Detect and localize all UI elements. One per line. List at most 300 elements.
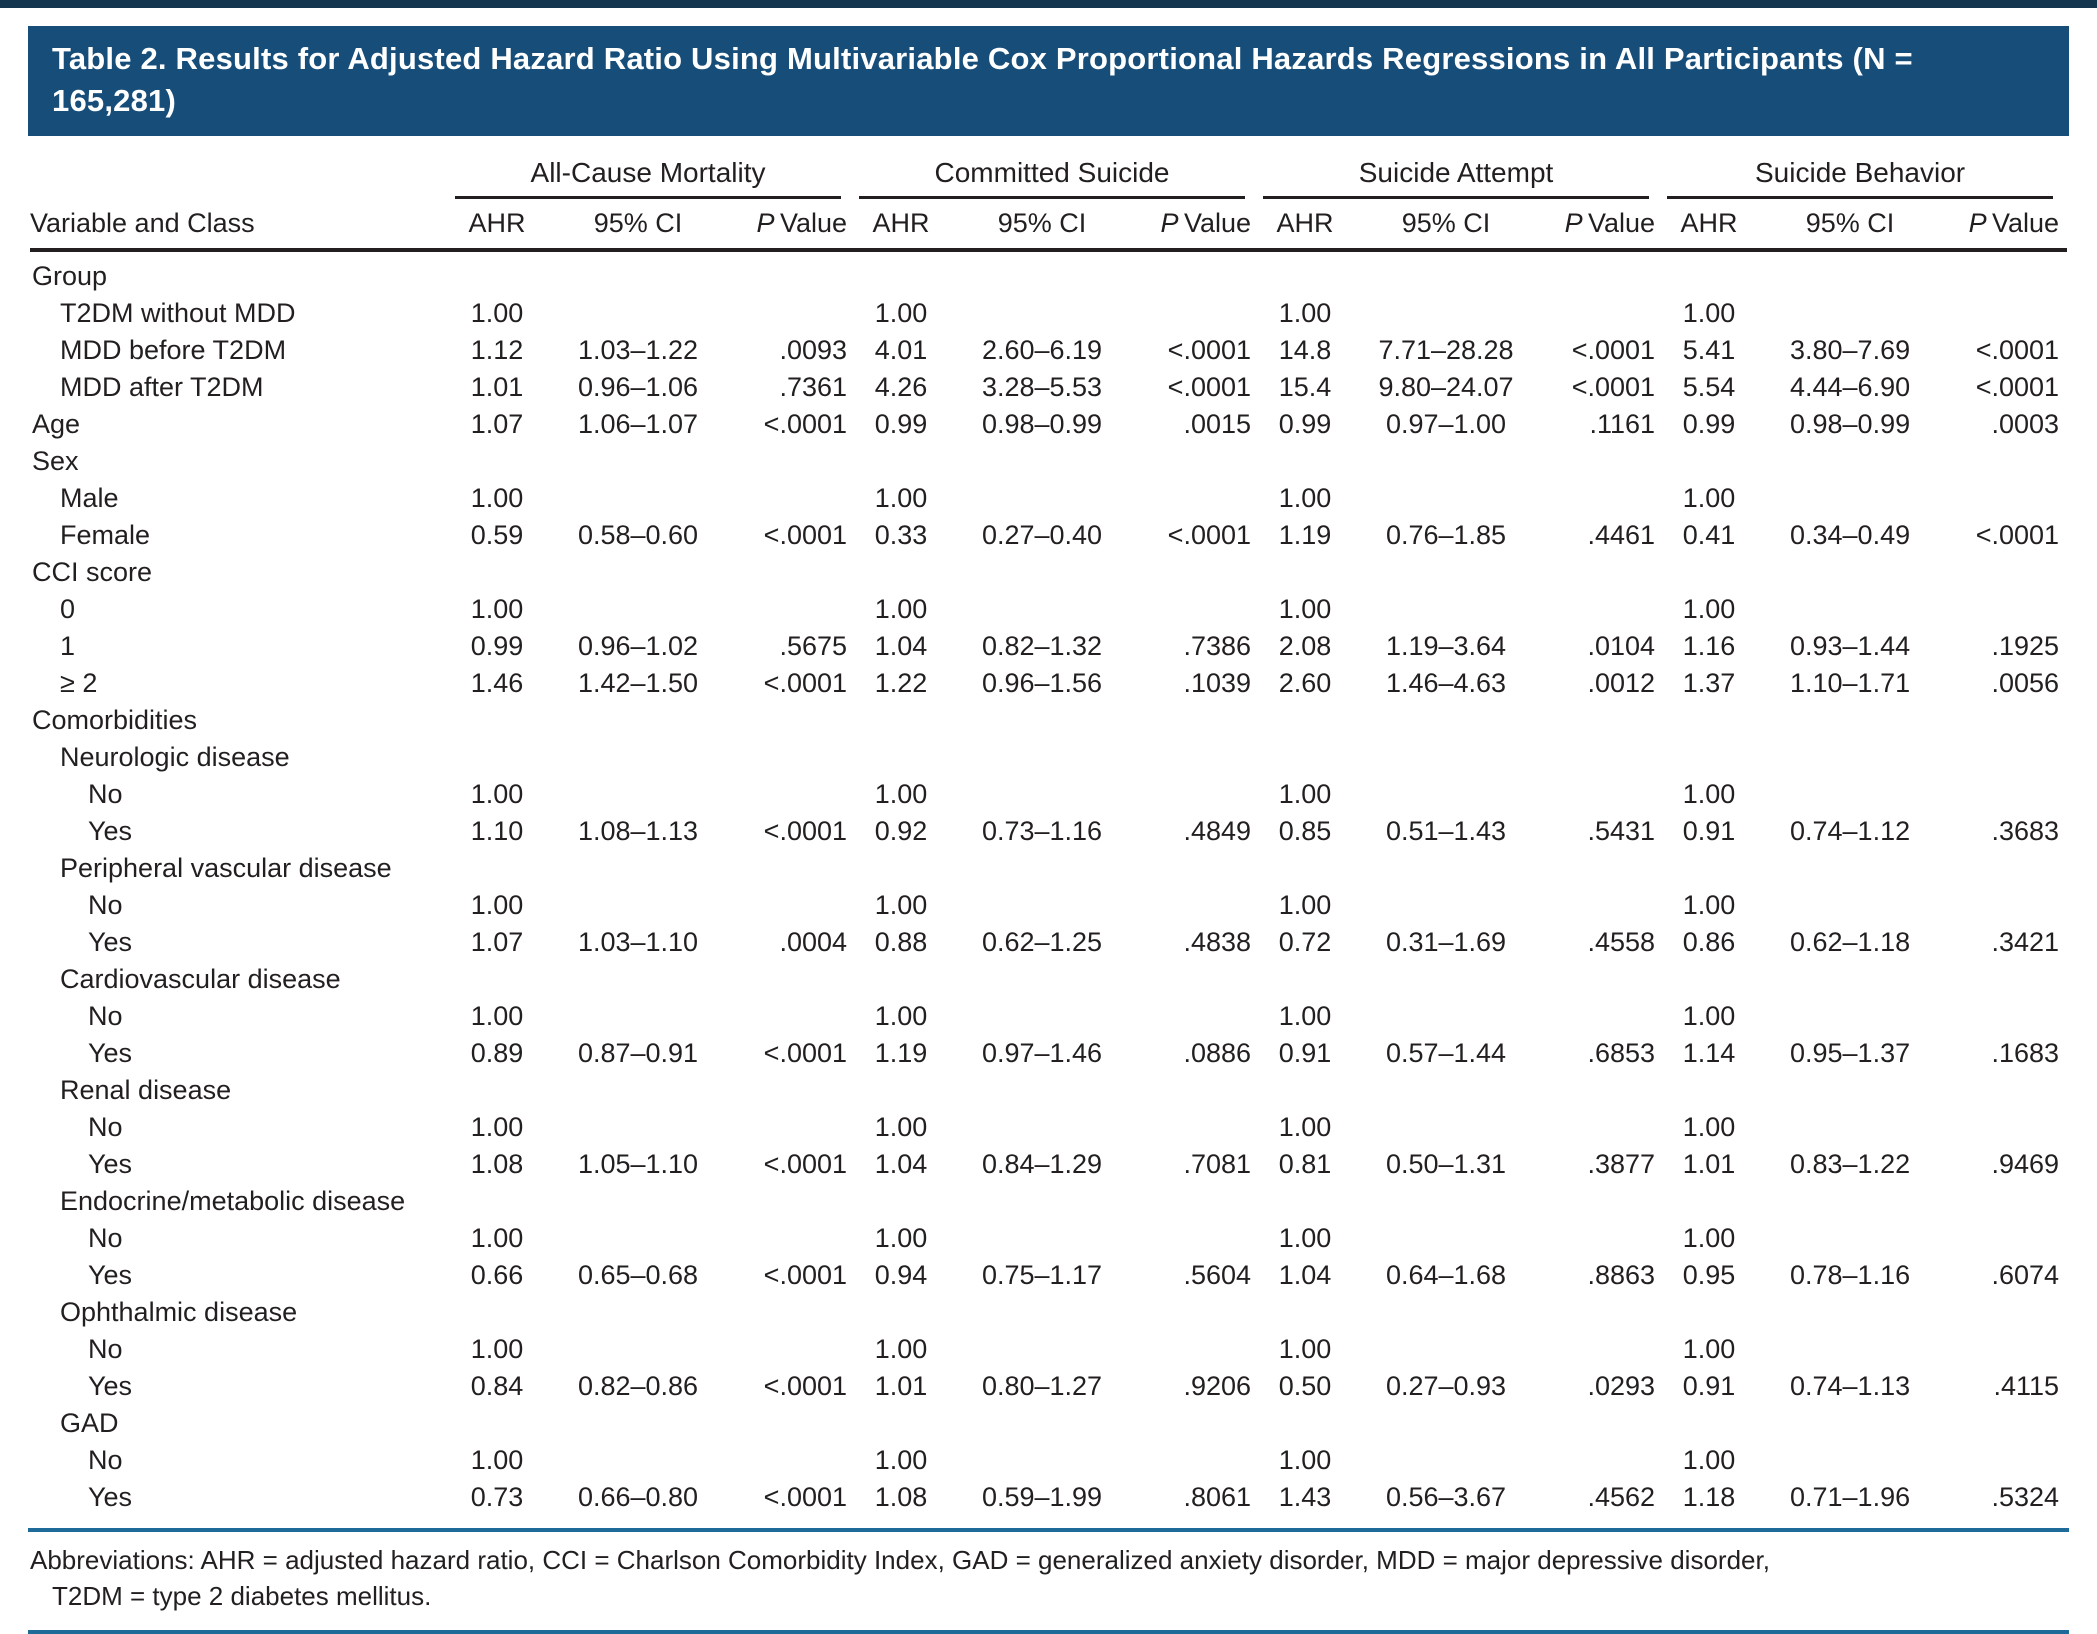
ci-value (947, 702, 1137, 739)
ahr-value: 1.00 (1278, 1112, 1332, 1142)
p-value: .4838 (1183, 927, 1252, 957)
ahr-value: 1.04 (1278, 1260, 1332, 1290)
p-value: .4849 (1183, 816, 1252, 846)
ahr-value: 1.00 (874, 483, 928, 513)
ci-value: 0.73–1.16 (981, 816, 1103, 846)
p-value (1945, 1442, 2067, 1479)
row-label: Female (60, 520, 151, 550)
p-value: .7081 (1183, 1149, 1252, 1179)
row-label: Ophthalmic disease (60, 1297, 298, 1327)
row-label: Yes (88, 1260, 133, 1290)
p-value (1137, 1072, 1259, 1109)
p-value: <.0001 (763, 409, 848, 439)
p-value (1541, 443, 1663, 480)
row-label: Peripheral vascular disease (60, 853, 392, 883)
ci-value: 0.56–3.67 (1385, 1482, 1507, 1512)
p-value (733, 250, 855, 295)
p-value (733, 1109, 855, 1146)
p-value (733, 961, 855, 998)
ci-value (1351, 480, 1541, 517)
table-row (30, 406, 2067, 443)
ahr-value: 1.00 (470, 1445, 524, 1475)
ahr-value: 1.01 (1682, 1149, 1736, 1179)
ahr-value: 1.00 (874, 1334, 928, 1364)
ahr-value: 1.00 (1682, 1223, 1736, 1253)
column-header-95-ci: 95% CI (543, 199, 733, 250)
p-value (1541, 739, 1663, 776)
ahr-value: 5.54 (1682, 372, 1736, 402)
table-row (30, 739, 2067, 776)
p-value (733, 591, 855, 628)
column-header-ahr: AHR (451, 199, 543, 250)
ahr-value: 1.04 (874, 1149, 928, 1179)
p-value (1541, 961, 1663, 998)
table-row (30, 1146, 2067, 1183)
row-label: Cardiovascular disease (60, 964, 341, 994)
p-value: <.0001 (1975, 520, 2060, 550)
ahr-value: 0.95 (1682, 1260, 1736, 1290)
p-value: .0015 (1183, 409, 1252, 439)
ci-value (947, 1442, 1137, 1479)
p-value (1541, 702, 1663, 739)
p-value (733, 776, 855, 813)
ci-value (1755, 702, 1945, 739)
ci-value (947, 1072, 1137, 1109)
ci-value: 1.05–1.10 (577, 1149, 699, 1179)
ci-value (1755, 295, 1945, 332)
p-value (1541, 1442, 1663, 1479)
p-value: <.0001 (763, 1149, 848, 1179)
ahr-value: 1.00 (1278, 779, 1332, 809)
p-value (1541, 250, 1663, 295)
ci-value (1351, 295, 1541, 332)
ahr-value: 4.26 (874, 372, 928, 402)
ahr-value (1663, 1294, 1755, 1331)
ci-value: 0.51–1.43 (1385, 816, 1507, 846)
column-header-ahr: AHR (855, 199, 947, 250)
ahr-value: 1.00 (1278, 1334, 1332, 1364)
p-value (1137, 998, 1259, 1035)
ahr-value: 0.66 (470, 1260, 524, 1290)
ahr-value: 1.04 (874, 631, 928, 661)
ci-value (543, 1072, 733, 1109)
p-value: .8061 (1183, 1482, 1252, 1512)
ahr-value: 0.91 (1278, 1038, 1332, 1068)
row-label: Renal disease (60, 1075, 232, 1105)
ahr-value: 1.00 (1278, 483, 1332, 513)
ahr-value: 1.00 (1278, 890, 1332, 920)
table-row (30, 591, 2067, 628)
ci-value (947, 739, 1137, 776)
ci-value (1351, 850, 1541, 887)
ahr-value: 1.00 (1278, 298, 1332, 328)
p-value: .5604 (1183, 1260, 1252, 1290)
p-value: <.0001 (763, 1482, 848, 1512)
ci-value (947, 295, 1137, 332)
ci-value: 0.74–1.12 (1789, 816, 1911, 846)
ahr-value: 1.00 (470, 298, 524, 328)
p-value (1137, 1294, 1259, 1331)
p-value: .4461 (1587, 520, 1656, 550)
ci-value (1351, 554, 1541, 591)
ci-value (543, 554, 733, 591)
ci-value (1351, 998, 1541, 1035)
row-label: Yes (88, 1482, 133, 1512)
ci-value (1755, 1220, 1945, 1257)
table-row (30, 887, 2067, 924)
ahr-value (855, 850, 947, 887)
p-value: .0012 (1587, 668, 1656, 698)
p-value (1541, 1183, 1663, 1220)
ci-value (947, 850, 1137, 887)
p-value (733, 998, 855, 1035)
ci-value (1351, 1405, 1541, 1442)
ci-value: 7.71–28.28 (1378, 335, 1514, 365)
table-row (30, 1072, 2067, 1109)
p-value (1945, 702, 2067, 739)
p-value: .6074 (1991, 1260, 2060, 1290)
ahr-value (1259, 443, 1351, 480)
ahr-value (1663, 443, 1755, 480)
ahr-value: 1.00 (874, 1001, 928, 1031)
p-value: .7361 (779, 372, 848, 402)
row-label: No (88, 779, 123, 809)
ahr-value (451, 961, 543, 998)
ahr-value: 1.00 (874, 1223, 928, 1253)
ci-value (947, 1294, 1137, 1331)
ci-value: 4.44–6.90 (1789, 372, 1911, 402)
ahr-value (1663, 1405, 1755, 1442)
p-value: .9469 (1991, 1149, 2060, 1179)
table-row (30, 961, 2067, 998)
ci-value: 0.74–1.13 (1789, 1371, 1911, 1401)
p-value: .6853 (1587, 1038, 1656, 1068)
row-label: 0 (60, 594, 76, 624)
abbreviations-footnote (28, 1528, 2069, 1634)
row-label: No (88, 890, 123, 920)
ci-value (543, 702, 733, 739)
ci-value (1755, 1442, 1945, 1479)
p-value: .5324 (1991, 1482, 2060, 1512)
p-value (733, 1294, 855, 1331)
ahr-value: 1.16 (1682, 631, 1736, 661)
row-label: CCI score (32, 557, 153, 587)
p-value (733, 850, 855, 887)
p-value (1137, 1220, 1259, 1257)
p-value (733, 480, 855, 517)
p-value (733, 1183, 855, 1220)
p-value (1945, 1294, 2067, 1331)
ci-value: 0.83–1.22 (1789, 1149, 1911, 1179)
row-label: No (88, 1223, 123, 1253)
p-value (1541, 1294, 1663, 1331)
ahr-value: 1.00 (1278, 594, 1332, 624)
row-label: Comorbidities (32, 705, 198, 735)
p-value: .5431 (1587, 816, 1656, 846)
ci-value (1351, 702, 1541, 739)
p-value (1137, 1183, 1259, 1220)
p-value (1541, 480, 1663, 517)
ci-value: 0.66–0.80 (577, 1482, 699, 1512)
ci-value: 9.80–24.07 (1378, 372, 1514, 402)
p-value: .0886 (1183, 1038, 1252, 1068)
p-value: <.0001 (1975, 335, 2060, 365)
ahr-value: 1.00 (874, 890, 928, 920)
results-table (30, 156, 2067, 1516)
ci-value: 0.59–1.99 (981, 1482, 1103, 1512)
column-header-p-value: P Value (1541, 199, 1663, 250)
ahr-value (451, 850, 543, 887)
p-value (1945, 1331, 2067, 1368)
ahr-value: 1.43 (1278, 1482, 1332, 1512)
ci-value (1755, 1405, 1945, 1442)
p-value (1137, 480, 1259, 517)
ci-value (947, 776, 1137, 813)
p-value (1945, 850, 2067, 887)
ci-value: 0.62–1.25 (981, 927, 1103, 957)
ci-value (1351, 739, 1541, 776)
ahr-value: 2.60 (1278, 668, 1332, 698)
ahr-value: 0.50 (1278, 1371, 1332, 1401)
outcome-group-header (451, 156, 855, 199)
p-value: <.0001 (1571, 335, 1656, 365)
p-value (733, 554, 855, 591)
ahr-value: 0.73 (470, 1482, 524, 1512)
ci-value (1351, 776, 1541, 813)
p-value (1541, 850, 1663, 887)
table-row (30, 1331, 2067, 1368)
ahr-value: 1.00 (1682, 1001, 1736, 1031)
ci-value: 0.80–1.27 (981, 1371, 1103, 1401)
ahr-value (855, 1405, 947, 1442)
ahr-value: 1.01 (470, 372, 524, 402)
ahr-value (1259, 1405, 1351, 1442)
ahr-value: 1.00 (1278, 1001, 1332, 1031)
row-label: T2DM without MDD (60, 298, 296, 328)
column-header-95-ci: 95% CI (1755, 199, 1945, 250)
ci-value: 3.80–7.69 (1789, 335, 1911, 365)
column-header-95-ci: 95% CI (1351, 199, 1541, 250)
ahr-value: 1.00 (874, 298, 928, 328)
ahr-value: 0.99 (874, 409, 928, 439)
ahr-value: 1.00 (470, 594, 524, 624)
ci-value: 1.03–1.10 (577, 927, 699, 957)
p-value (1945, 887, 2067, 924)
ci-value: 0.27–0.93 (1385, 1371, 1507, 1401)
row-label: Neurologic disease (60, 742, 290, 772)
ahr-value (855, 443, 947, 480)
ahr-value (1663, 702, 1755, 739)
ci-value: 1.06–1.07 (577, 409, 699, 439)
p-value: <.0001 (1571, 372, 1656, 402)
outcome-group-header (1663, 156, 2067, 199)
row-label: Yes (88, 927, 133, 957)
top-rule (0, 0, 2097, 8)
p-value (1541, 776, 1663, 813)
p-value: .0056 (1991, 668, 2060, 698)
ci-value: 0.27–0.40 (981, 520, 1103, 550)
row-label: Yes (88, 816, 133, 846)
ahr-value (855, 702, 947, 739)
ahr-value: 0.72 (1278, 927, 1332, 957)
p-value (1945, 739, 2067, 776)
table-row (30, 1479, 2067, 1516)
ci-value (1351, 961, 1541, 998)
ci-value: 0.76–1.85 (1385, 520, 1507, 550)
ahr-value: 4.01 (874, 335, 928, 365)
p-value: <.0001 (763, 668, 848, 698)
row-label: MDD after T2DM (60, 372, 264, 402)
row-label: 1 (60, 631, 76, 661)
table-row (30, 1183, 2067, 1220)
table-row (30, 850, 2067, 887)
ahr-value: 0.88 (874, 927, 928, 957)
ci-value (543, 850, 733, 887)
column-header-p-value: P Value (1945, 199, 2067, 250)
p-value (733, 1405, 855, 1442)
ci-value (543, 776, 733, 813)
row-label: GAD (60, 1408, 119, 1438)
table-row (30, 776, 2067, 813)
ahr-value (1259, 554, 1351, 591)
p-value: .0093 (779, 335, 848, 365)
ahr-value: 2.08 (1278, 631, 1332, 661)
p-value: .1925 (1991, 631, 2060, 661)
ahr-value (1259, 739, 1351, 776)
ahr-value: 1.00 (1682, 1112, 1736, 1142)
p-value: .8863 (1587, 1260, 1656, 1290)
p-value: .5675 (779, 631, 848, 661)
p-value (1541, 1109, 1663, 1146)
p-value: .0004 (779, 927, 848, 957)
ci-value (1755, 554, 1945, 591)
p-value: .4558 (1587, 927, 1656, 957)
ahr-value: 1.00 (1682, 1445, 1736, 1475)
row-label: No (88, 1445, 123, 1475)
table-row (30, 1368, 2067, 1405)
ci-value (543, 1220, 733, 1257)
ci-value (543, 591, 733, 628)
p-value: <.0001 (763, 1260, 848, 1290)
p-value (1945, 998, 2067, 1035)
p-value (733, 887, 855, 924)
ci-value (543, 739, 733, 776)
ci-value (947, 1220, 1137, 1257)
ahr-value (1663, 850, 1755, 887)
ahr-value: 0.41 (1682, 520, 1736, 550)
p-value: <.0001 (763, 816, 848, 846)
ahr-value: 0.92 (874, 816, 928, 846)
variable-and-class-header: Variable and Class (30, 199, 451, 250)
ahr-value: 1.19 (874, 1038, 928, 1068)
ci-value (1755, 739, 1945, 776)
ci-value: 1.08–1.13 (577, 816, 699, 846)
p-value: .0293 (1587, 1371, 1656, 1401)
p-value (1137, 1331, 1259, 1368)
p-value: .1683 (1991, 1038, 2060, 1068)
ahr-value: 1.19 (1278, 520, 1332, 550)
ahr-value: 14.8 (1278, 335, 1332, 365)
footnote-line-1: Abbreviations: AHR = adjusted hazard ratio, CCI = Charlson Comorbidity Index, GAD = generalized anxiety disorder, MDD = major depressive disorder, (30, 1545, 1770, 1575)
ahr-value (855, 1294, 947, 1331)
ahr-value: 1.00 (1682, 890, 1736, 920)
ahr-value (451, 554, 543, 591)
p-value: .3683 (1991, 816, 2060, 846)
ci-value: 0.96–1.06 (577, 372, 699, 402)
p-value (733, 1442, 855, 1479)
ci-value: 0.58–0.60 (577, 520, 699, 550)
column-header-p-value: P Value (1137, 199, 1259, 250)
ci-value (1755, 850, 1945, 887)
ahr-value (1663, 1072, 1755, 1109)
row-label: Male (60, 483, 119, 513)
outcome-group-label: Suicide Attempt (1263, 156, 1649, 199)
ci-value (543, 998, 733, 1035)
row-label: ≥ 2 (60, 668, 98, 698)
p-value (1541, 1405, 1663, 1442)
p-value (733, 739, 855, 776)
ahr-value: 1.00 (470, 1001, 524, 1031)
ci-value (947, 961, 1137, 998)
ci-value (1755, 1072, 1945, 1109)
ahr-value: 1.00 (1682, 779, 1736, 809)
p-value (1137, 1442, 1259, 1479)
ci-value: 0.96–1.56 (981, 668, 1103, 698)
outcome-group-header (1259, 156, 1663, 199)
p-value: .1039 (1183, 668, 1252, 698)
ahr-value (451, 1294, 543, 1331)
table-row (30, 998, 2067, 1035)
p-value (1945, 250, 2067, 295)
ahr-value: 1.00 (1278, 1445, 1332, 1475)
ci-value: 0.65–0.68 (577, 1260, 699, 1290)
table-row (30, 813, 2067, 850)
p-value (1137, 702, 1259, 739)
ci-value (543, 1442, 733, 1479)
p-value: <.0001 (763, 520, 848, 550)
ahr-value (451, 739, 543, 776)
ahr-value: 0.84 (470, 1371, 524, 1401)
ahr-value: 0.99 (470, 631, 524, 661)
ahr-value: 1.00 (470, 890, 524, 920)
ci-value: 0.82–0.86 (577, 1371, 699, 1401)
ci-value (1755, 887, 1945, 924)
ci-value (1755, 776, 1945, 813)
table-row (30, 332, 2067, 369)
ahr-value: 1.00 (470, 1112, 524, 1142)
table-row (30, 1035, 2067, 1072)
row-label: No (88, 1112, 123, 1142)
ci-value: 1.03–1.22 (577, 335, 699, 365)
p-value: <.0001 (1167, 520, 1252, 550)
ahr-value (1259, 850, 1351, 887)
ahr-value: 1.07 (470, 927, 524, 957)
p-value (733, 702, 855, 739)
ahr-value (855, 961, 947, 998)
column-header-ahr: AHR (1259, 199, 1351, 250)
outcome-group-label: All-Cause Mortality (455, 156, 841, 199)
p-value: .9206 (1183, 1371, 1252, 1401)
ci-value: 1.10–1.71 (1789, 668, 1911, 698)
p-value (1945, 443, 2067, 480)
ahr-value (1663, 250, 1755, 295)
ci-value (947, 480, 1137, 517)
ci-value: 0.84–1.29 (981, 1149, 1103, 1179)
ahr-value (1663, 554, 1755, 591)
column-header-ahr: AHR (1663, 199, 1755, 250)
table-row (30, 1405, 2067, 1442)
p-value (1137, 961, 1259, 998)
